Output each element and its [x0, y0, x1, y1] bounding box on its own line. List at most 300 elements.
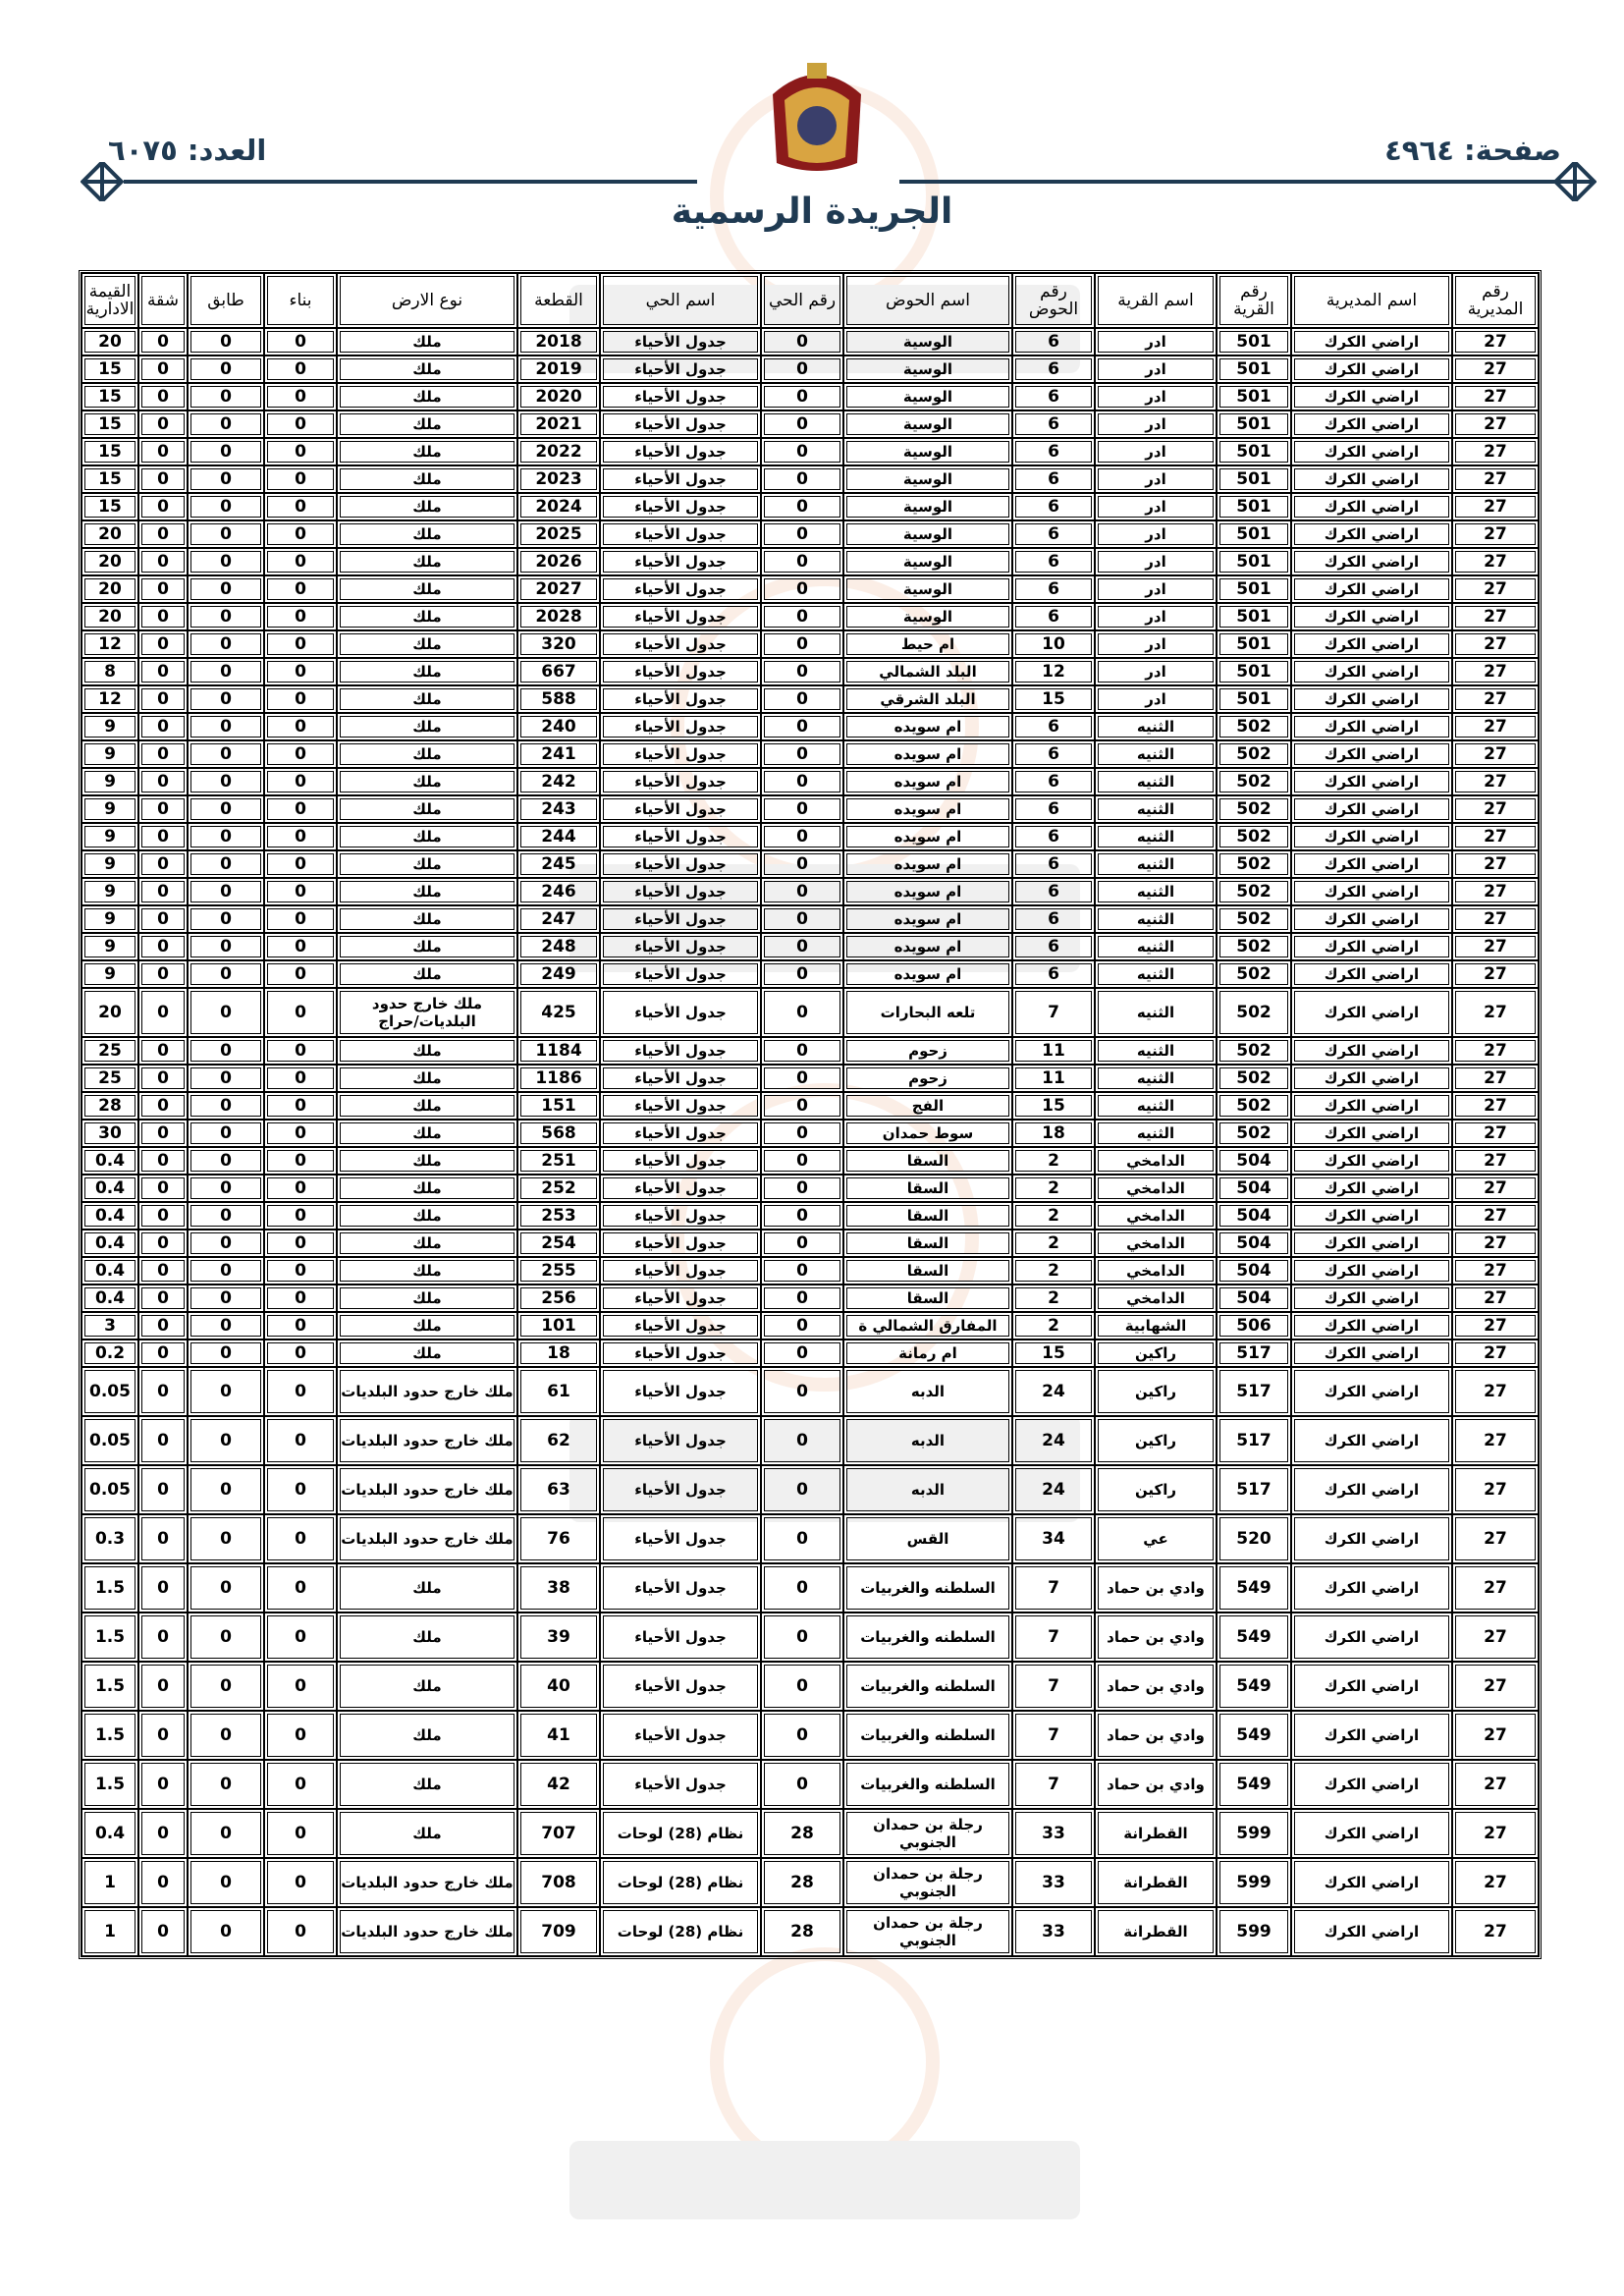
- table-cell: جدول الأحياء: [600, 603, 761, 630]
- table-cell: 0: [188, 685, 264, 713]
- table-cell: 0: [264, 1367, 337, 1416]
- table-cell: الوسية: [843, 383, 1012, 410]
- column-header: نوع الارض: [337, 273, 517, 328]
- table-cell: اراضي الكرك: [1291, 328, 1452, 355]
- table-cell: 0: [188, 1465, 264, 1514]
- table-cell: 20: [81, 520, 138, 548]
- table-cell: 0: [138, 988, 188, 1037]
- table-cell: ملك خارج حدود البلديات: [337, 1416, 517, 1465]
- table-cell: 0: [761, 1760, 843, 1809]
- table-cell: 27: [1452, 768, 1539, 795]
- table-cell: 0: [138, 768, 188, 795]
- table-cell: 0: [138, 1147, 188, 1175]
- table-cell: 6: [1012, 713, 1095, 740]
- table-cell: ملك: [337, 630, 517, 658]
- table-cell: 27: [1452, 1339, 1539, 1367]
- table-cell: 0: [188, 1367, 264, 1416]
- table-cell: 320: [517, 630, 600, 658]
- table-cell: ملك: [337, 823, 517, 850]
- table-cell: الدامخي: [1095, 1175, 1217, 1202]
- table-cell: ملك: [337, 603, 517, 630]
- table-cell: الثنيه: [1095, 850, 1217, 878]
- table-row: [81, 1711, 1539, 1760]
- table-cell: الوسية: [843, 355, 1012, 383]
- table-row: [81, 1907, 1539, 1956]
- column-header: شقة: [138, 273, 188, 328]
- table-cell: 245: [517, 850, 600, 878]
- table-cell: 2: [1012, 1312, 1095, 1339]
- table-cell: 27: [1452, 658, 1539, 685]
- table-cell: 0: [264, 960, 337, 988]
- table-cell: جدول الأحياء: [600, 713, 761, 740]
- table-cell: رجلة بن حمدان الجنوبي: [843, 1858, 1012, 1907]
- table-row: [81, 1175, 1539, 1202]
- table-cell: ملك: [337, 410, 517, 438]
- table-cell: 0: [264, 1092, 337, 1120]
- table-cell: ملك: [337, 548, 517, 575]
- table-cell: اراضي الكرك: [1291, 1285, 1452, 1312]
- table-cell: جدول الأحياء: [600, 328, 761, 355]
- table-cell: 27: [1452, 1465, 1539, 1514]
- table-cell: 0: [264, 1465, 337, 1514]
- table-cell: 27: [1452, 493, 1539, 520]
- table-cell: 425: [517, 988, 600, 1037]
- table-cell: ملك: [337, 1202, 517, 1230]
- column-header: اسم القرية: [1095, 273, 1217, 328]
- table-cell: 1: [81, 1907, 138, 1956]
- table-cell: جدول الأحياء: [600, 383, 761, 410]
- table-cell: ام سويده: [843, 905, 1012, 933]
- table-cell: 0: [761, 685, 843, 713]
- table-cell: 15: [81, 355, 138, 383]
- table-cell: الثنيه: [1095, 768, 1217, 795]
- table-cell: اراضي الكرك: [1291, 1465, 1452, 1514]
- table-cell: 0: [138, 630, 188, 658]
- table-row: [81, 520, 1539, 548]
- table-cell: 0: [188, 383, 264, 410]
- table-cell: اراضي الكرك: [1291, 1230, 1452, 1257]
- table-cell: 0: [761, 575, 843, 603]
- table-cell: 27: [1452, 328, 1539, 355]
- table-cell: 7: [1012, 1662, 1095, 1711]
- table-cell: ادر: [1095, 465, 1217, 493]
- table-cell: جدول الأحياء: [600, 1037, 761, 1065]
- table-cell: 247: [517, 905, 600, 933]
- table-cell: 0: [761, 1147, 843, 1175]
- table-cell: 707: [517, 1809, 600, 1858]
- table-row: [81, 850, 1539, 878]
- table-cell: 0.4: [81, 1257, 138, 1285]
- table-cell: ملك: [337, 383, 517, 410]
- table-cell: 0: [188, 740, 264, 768]
- table-cell: 0: [188, 1339, 264, 1367]
- table-row: [81, 933, 1539, 960]
- table-cell: 256: [517, 1285, 600, 1312]
- table-row: [81, 1147, 1539, 1175]
- table-cell: اراضي الكرك: [1291, 960, 1452, 988]
- table-cell: 27: [1452, 795, 1539, 823]
- table-cell: 2028: [517, 603, 600, 630]
- table-cell: اراضي الكرك: [1291, 1257, 1452, 1285]
- table-cell: 0: [264, 630, 337, 658]
- table-cell: 0: [761, 933, 843, 960]
- table-cell: 0: [761, 905, 843, 933]
- table-cell: جدول الأحياء: [600, 1120, 761, 1147]
- table-cell: ادر: [1095, 328, 1217, 355]
- table-cell: ملك: [337, 960, 517, 988]
- table-cell: 0: [761, 1257, 843, 1285]
- table-cell: 0: [188, 960, 264, 988]
- table-cell: 0: [264, 465, 337, 493]
- table-cell: 27: [1452, 1613, 1539, 1662]
- table-cell: ادر: [1095, 630, 1217, 658]
- table-cell: 7: [1012, 1760, 1095, 1809]
- table-cell: ادر: [1095, 383, 1217, 410]
- table-row: [81, 685, 1539, 713]
- table-cell: 2021: [517, 410, 600, 438]
- table-cell: 0: [264, 383, 337, 410]
- table-cell: سوط حمدان: [843, 1120, 1012, 1147]
- table-cell: الدبه: [843, 1367, 1012, 1416]
- table-cell: اراضي الكرك: [1291, 520, 1452, 548]
- table-cell: 549: [1217, 1613, 1291, 1662]
- table-cell: جدول الأحياء: [600, 960, 761, 988]
- table-cell: ام سويده: [843, 713, 1012, 740]
- table-cell: ملك: [337, 795, 517, 823]
- table-cell: جدول الأحياء: [600, 1711, 761, 1760]
- table-cell: 0: [138, 1809, 188, 1858]
- table-cell: 0: [264, 740, 337, 768]
- table-cell: اراضي الكرك: [1291, 355, 1452, 383]
- table-cell: 242: [517, 768, 600, 795]
- table-cell: 0: [138, 1312, 188, 1339]
- table-cell: 11: [1012, 1037, 1095, 1065]
- table-cell: 28: [761, 1809, 843, 1858]
- table-cell: اراضي الكرك: [1291, 988, 1452, 1037]
- table-cell: 0: [138, 1092, 188, 1120]
- table-cell: 549: [1217, 1711, 1291, 1760]
- table-cell: 6: [1012, 905, 1095, 933]
- table-cell: اراضي الكرك: [1291, 823, 1452, 850]
- table-cell: جدول الأحياء: [600, 823, 761, 850]
- table-cell: ملك: [337, 493, 517, 520]
- table-cell: 0: [264, 823, 337, 850]
- table-cell: اراضي الكرك: [1291, 1147, 1452, 1175]
- table-cell: 10: [1012, 630, 1095, 658]
- table-cell: 0: [188, 1907, 264, 1956]
- table-cell: 501: [1217, 685, 1291, 713]
- table-cell: 6: [1012, 575, 1095, 603]
- table-cell: جدول الأحياء: [600, 850, 761, 878]
- table-cell: 0: [264, 355, 337, 383]
- table-cell: 2022: [517, 438, 600, 465]
- table-cell: 0: [138, 850, 188, 878]
- table-cell: 504: [1217, 1202, 1291, 1230]
- table-cell: 15: [81, 438, 138, 465]
- table-cell: وادي بن حماد: [1095, 1662, 1217, 1711]
- table-cell: 0: [264, 1662, 337, 1711]
- table-cell: 0: [264, 795, 337, 823]
- table-cell: 15: [81, 493, 138, 520]
- table-cell: 20: [81, 548, 138, 575]
- table-cell: 520: [1217, 1514, 1291, 1563]
- table-cell: اراضي الكرك: [1291, 1120, 1452, 1147]
- table-cell: 0: [761, 1202, 843, 1230]
- table-cell: رجلة بن حمدان الجنوبي: [843, 1809, 1012, 1858]
- table-cell: 0: [138, 1175, 188, 1202]
- table-row: [81, 1202, 1539, 1230]
- table-cell: ام سويده: [843, 823, 1012, 850]
- table-cell: جدول الأحياء: [600, 933, 761, 960]
- table-cell: 0: [264, 1416, 337, 1465]
- table-cell: 0: [761, 1465, 843, 1514]
- table-cell: اراضي الكرك: [1291, 1809, 1452, 1858]
- table-cell: 1184: [517, 1037, 600, 1065]
- table-cell: السقا: [843, 1175, 1012, 1202]
- table-cell: 27: [1452, 713, 1539, 740]
- table-cell: 2: [1012, 1202, 1095, 1230]
- table-cell: 0: [138, 685, 188, 713]
- table-cell: ملك: [337, 878, 517, 905]
- column-header: طابق: [188, 273, 264, 328]
- table-cell: الدبه: [843, 1416, 1012, 1465]
- table-cell: ملك: [337, 850, 517, 878]
- column-header: رقم المديرية: [1452, 273, 1539, 328]
- table-cell: 76: [517, 1514, 600, 1563]
- table-cell: 501: [1217, 410, 1291, 438]
- table-cell: 9: [81, 960, 138, 988]
- table-cell: وادي بن حماد: [1095, 1613, 1217, 1662]
- table-cell: 0: [188, 1147, 264, 1175]
- table-cell: 0: [188, 410, 264, 438]
- table-cell: 40: [517, 1662, 600, 1711]
- table-cell: 27: [1452, 1662, 1539, 1711]
- table-cell: 7: [1012, 988, 1095, 1037]
- table-cell: ام سويده: [843, 768, 1012, 795]
- table-body: [81, 328, 1539, 1956]
- table-cell: 501: [1217, 548, 1291, 575]
- table-cell: 517: [1217, 1367, 1291, 1416]
- table-cell: اراضي الكرك: [1291, 685, 1452, 713]
- table-row: [81, 548, 1539, 575]
- table-cell: 0: [761, 768, 843, 795]
- table-cell: 0: [188, 713, 264, 740]
- table-cell: الثنيه: [1095, 1065, 1217, 1092]
- table-cell: 0: [761, 1339, 843, 1367]
- table-cell: 27: [1452, 960, 1539, 988]
- table-cell: 15: [81, 465, 138, 493]
- table-cell: 0: [761, 1037, 843, 1065]
- table-cell: الشهابية: [1095, 1312, 1217, 1339]
- table-row: [81, 1416, 1539, 1465]
- table-cell: 6: [1012, 355, 1095, 383]
- table-cell: 6: [1012, 465, 1095, 493]
- table-cell: 0: [761, 795, 843, 823]
- table-row: [81, 1465, 1539, 1514]
- table-cell: ملك: [337, 1711, 517, 1760]
- table-cell: 0: [264, 438, 337, 465]
- table-cell: 0: [264, 603, 337, 630]
- table-row: [81, 1037, 1539, 1065]
- table-cell: 0: [761, 1563, 843, 1613]
- column-header: القطعة: [517, 273, 600, 328]
- table-cell: 501: [1217, 465, 1291, 493]
- table-cell: 0.2: [81, 1339, 138, 1367]
- table-cell: 15: [1012, 1339, 1095, 1367]
- table-cell: اراضي الكرك: [1291, 630, 1452, 658]
- table-cell: 0: [761, 878, 843, 905]
- table-cell: 20: [81, 575, 138, 603]
- column-header: اسم الحوض: [843, 273, 1012, 328]
- table-cell: 0: [138, 548, 188, 575]
- table-cell: 0: [761, 1711, 843, 1760]
- table-cell: 20: [81, 328, 138, 355]
- table-cell: 28: [81, 1092, 138, 1120]
- table-cell: 39: [517, 1613, 600, 1662]
- table-cell: 0: [761, 1092, 843, 1120]
- table-cell: 501: [1217, 575, 1291, 603]
- table-cell: زحوم: [843, 1065, 1012, 1092]
- table-cell: جدول الأحياء: [600, 520, 761, 548]
- table-cell: 504: [1217, 1285, 1291, 1312]
- table-cell: 6: [1012, 493, 1095, 520]
- table-cell: 27: [1452, 1367, 1539, 1416]
- table-row: [81, 575, 1539, 603]
- table-cell: 7: [1012, 1613, 1095, 1662]
- table-cell: 501: [1217, 383, 1291, 410]
- table-cell: 0: [761, 1416, 843, 1465]
- table-cell: 246: [517, 878, 600, 905]
- table-row: [81, 465, 1539, 493]
- table-cell: 27: [1452, 1202, 1539, 1230]
- table-cell: 27: [1452, 988, 1539, 1037]
- table-cell: 6: [1012, 850, 1095, 878]
- table-cell: 6: [1012, 548, 1095, 575]
- table-cell: اراضي الكرك: [1291, 740, 1452, 768]
- table-cell: 709: [517, 1907, 600, 1956]
- table-row: [81, 1514, 1539, 1563]
- table-cell: 501: [1217, 520, 1291, 548]
- table-cell: 0: [188, 1120, 264, 1147]
- table-cell: 0.4: [81, 1147, 138, 1175]
- table-row: [81, 1092, 1539, 1120]
- table-cell: 0: [264, 988, 337, 1037]
- table-cell: 0: [138, 1416, 188, 1465]
- table-cell: 588: [517, 685, 600, 713]
- table-cell: 1: [81, 1858, 138, 1907]
- table-cell: 501: [1217, 630, 1291, 658]
- table-cell: جدول الأحياء: [600, 1760, 761, 1809]
- table-cell: 6: [1012, 768, 1095, 795]
- table-cell: 0.05: [81, 1416, 138, 1465]
- table-cell: 502: [1217, 988, 1291, 1037]
- table-cell: ملك: [337, 1037, 517, 1065]
- table-cell: ملك: [337, 355, 517, 383]
- table-cell: ادر: [1095, 603, 1217, 630]
- table-cell: جدول الأحياء: [600, 1367, 761, 1416]
- table-cell: 27: [1452, 465, 1539, 493]
- table-row: [81, 1257, 1539, 1285]
- table-cell: 0: [264, 575, 337, 603]
- table-cell: 0: [761, 438, 843, 465]
- table-cell: 0: [138, 575, 188, 603]
- table-cell: نظام (28) لوحات: [600, 1809, 761, 1858]
- table-cell: ملك: [337, 933, 517, 960]
- table-cell: 151: [517, 1092, 600, 1120]
- column-header: اسم الحي: [600, 273, 761, 328]
- table-cell: 24: [1012, 1465, 1095, 1514]
- table-cell: 0: [188, 1285, 264, 1312]
- table-cell: الوسية: [843, 410, 1012, 438]
- table-cell: ملك خارج حدود البلديات: [337, 1858, 517, 1907]
- table-cell: 244: [517, 823, 600, 850]
- table-cell: 2024: [517, 493, 600, 520]
- table-cell: 0: [264, 1809, 337, 1858]
- table-cell: 502: [1217, 795, 1291, 823]
- table-cell: ادر: [1095, 438, 1217, 465]
- table-cell: 502: [1217, 1065, 1291, 1092]
- table-cell: 253: [517, 1202, 600, 1230]
- table-cell: 0: [264, 493, 337, 520]
- records-table-wrapper: [84, 270, 1542, 1959]
- table-cell: 517: [1217, 1339, 1291, 1367]
- table-cell: 27: [1452, 1147, 1539, 1175]
- table-cell: 2027: [517, 575, 600, 603]
- table-cell: 27: [1452, 878, 1539, 905]
- table-cell: الدامخي: [1095, 1285, 1217, 1312]
- table-cell: 1.5: [81, 1613, 138, 1662]
- table-cell: 24: [1012, 1367, 1095, 1416]
- table-cell: 27: [1452, 603, 1539, 630]
- table-row: [81, 328, 1539, 355]
- table-cell: 9: [81, 878, 138, 905]
- table-cell: اراضي الكرك: [1291, 850, 1452, 878]
- table-cell: 0: [264, 1230, 337, 1257]
- table-cell: الوسية: [843, 328, 1012, 355]
- table-cell: 0: [264, 1613, 337, 1662]
- table-cell: 27: [1452, 1037, 1539, 1065]
- table-cell: 0: [188, 1563, 264, 1613]
- table-cell: 0: [138, 1662, 188, 1711]
- table-cell: السلطنه والغربيات: [843, 1563, 1012, 1613]
- table-cell: 0.4: [81, 1230, 138, 1257]
- table-cell: ملك: [337, 520, 517, 548]
- table-cell: 15: [1012, 1092, 1095, 1120]
- table-cell: ادر: [1095, 355, 1217, 383]
- table-cell: 251: [517, 1147, 600, 1175]
- table-cell: 6: [1012, 438, 1095, 465]
- table-row: [81, 383, 1539, 410]
- table-header-row: [81, 273, 1539, 328]
- table-cell: 6: [1012, 960, 1095, 988]
- table-cell: 0: [138, 658, 188, 685]
- table-cell: 0: [761, 465, 843, 493]
- table-cell: اراضي الكرك: [1291, 1514, 1452, 1563]
- table-cell: 0: [761, 1175, 843, 1202]
- table-cell: 0: [188, 905, 264, 933]
- table-cell: 517: [1217, 1416, 1291, 1465]
- table-cell: 27: [1452, 575, 1539, 603]
- table-cell: الثنيه: [1095, 1037, 1217, 1065]
- table-cell: 2: [1012, 1175, 1095, 1202]
- table-cell: 0: [761, 603, 843, 630]
- table-cell: 27: [1452, 1809, 1539, 1858]
- table-cell: جدول الأحياء: [600, 1312, 761, 1339]
- table-cell: 502: [1217, 960, 1291, 988]
- table-cell: 504: [1217, 1175, 1291, 1202]
- table-cell: زحوم: [843, 1037, 1012, 1065]
- table-cell: اراضي الكرك: [1291, 1339, 1452, 1367]
